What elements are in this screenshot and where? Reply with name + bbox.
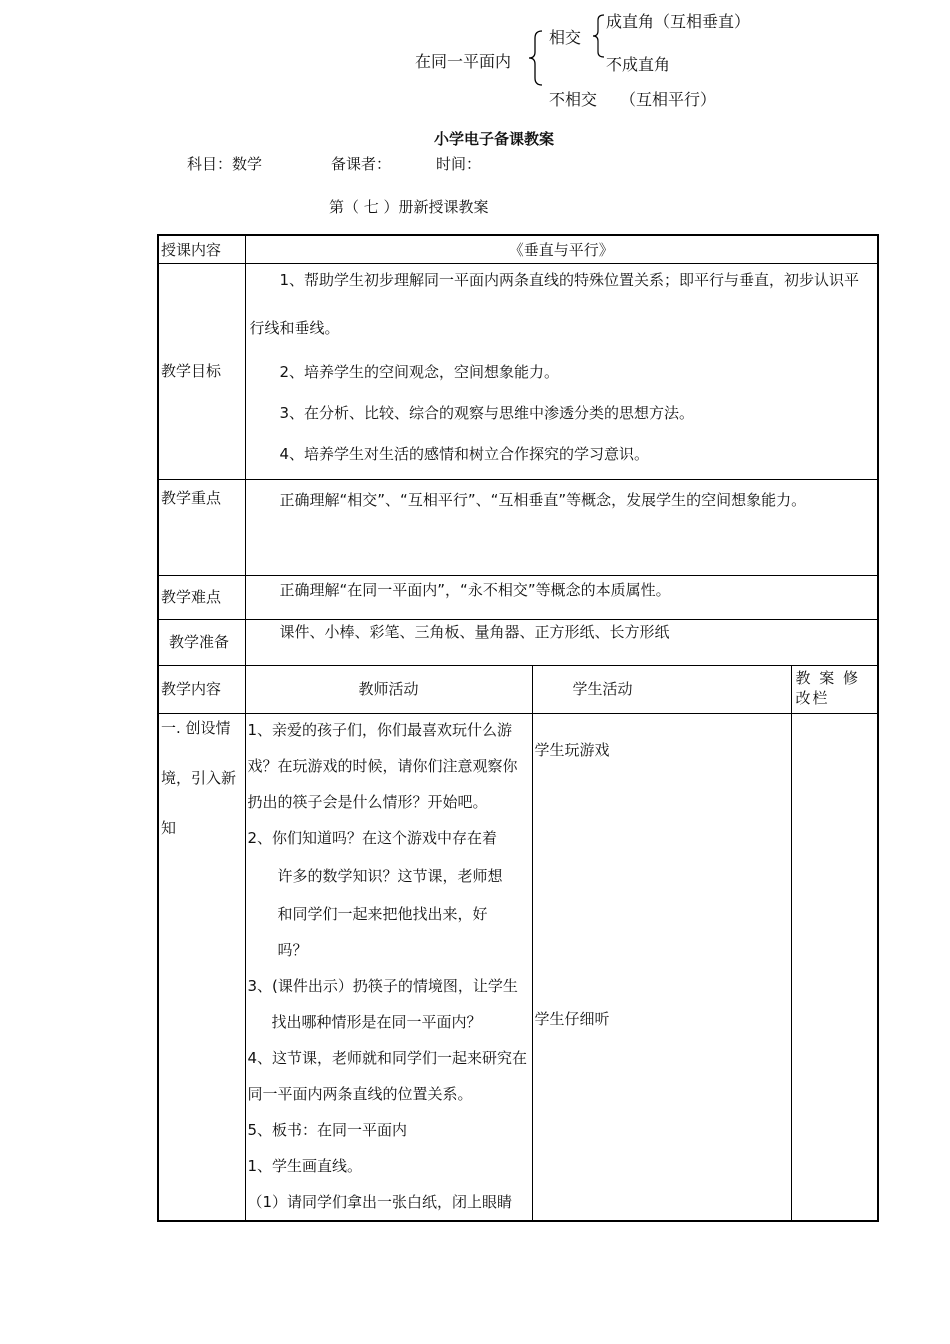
teacher-line: 和同学们一起来把他找出来，好 <box>277 904 488 923</box>
lesson-plan-table <box>157 234 879 1222</box>
col-teacher-header: 教师活动 <box>245 665 532 713</box>
student-listen: 学生仔细听 <box>534 1009 610 1028</box>
teacher-line: 3、(课件出示）扔筷子的情境图，让学生 <box>247 976 518 995</box>
student-play: 学生玩游戏 <box>534 740 610 759</box>
volume-label: 第（ 七 ）册新授课教案 <box>329 198 489 216</box>
teacher-line: 1、学生画直线。 <box>247 1156 363 1175</box>
col-content-header: 教学内容 <box>158 665 245 713</box>
goal-item: 3、在分析、比较、综合的观察与思维中渗透分类的思想方法。 <box>279 403 695 422</box>
content-label: 授课内容 <box>158 235 245 263</box>
teacher-line: 4、这节课，老师就和同学们一起来研究在同一平面内两条直线的位置关系。 <box>247 1048 528 1103</box>
difficulty-label: 教学难点 <box>158 575 245 619</box>
prep-value: 课件、小棒、彩笔、三角板、量角器、正方形纸、长方形纸 <box>245 619 878 665</box>
diagram-root: 在同一平面内 <box>415 52 512 71</box>
teacher-line: 吗？ <box>277 940 308 959</box>
teacher-line: 2、你们知道吗？在这个游戏中存在着 <box>247 828 498 847</box>
key-label: 教学重点 <box>158 479 245 575</box>
right-brace-icon <box>592 14 606 58</box>
col-student-header: 学生活动 <box>532 665 791 713</box>
left-brace-icon <box>528 30 544 86</box>
teacher-line: 找出哪种情形是在同一平面内？ <box>271 1012 482 1031</box>
diagram-right-angle: 成直角（互相垂直） <box>606 12 751 31</box>
diagram-not-intersect: 不相交 <box>549 90 598 109</box>
teacher-line: 5、板书：在同一平面内 <box>247 1120 408 1139</box>
teacher-line: 1、亲爱的孩子们，你们最喜欢玩什么游戏？在玩游戏的时候，请你们注意观察你扔出的筷子会是什么情形？开始吧。 <box>247 720 518 811</box>
time-label: 时间： <box>436 155 482 173</box>
teacher-activity <box>245 713 532 1221</box>
goals-label: 教学目标 <box>158 263 245 479</box>
content-value: 《垂直与平行》 <box>245 235 878 263</box>
diagram-parallel: （互相平行） <box>620 90 717 109</box>
goals-cell <box>245 263 878 479</box>
preparer-label: 备课者： <box>331 155 392 173</box>
teacher-line: （1）请同学们拿出一张白纸，闭上眼睛 <box>247 1192 513 1211</box>
diagram-intersect: 相交 <box>549 28 582 47</box>
prep-label: 教学准备 <box>158 619 245 665</box>
subject-label: 科目：数学 <box>187 155 263 173</box>
diagram-not-right-angle: 不成直角 <box>606 55 671 74</box>
section1-label: 一. 创设情境，引入新知 <box>158 713 245 1221</box>
student-activity <box>532 713 791 1221</box>
goal-item: 1、帮助学生初步理解同一平面内两条直线的特殊位置关系；即平行与垂直，初步认识平行线和垂线。 <box>249 270 860 337</box>
key-value: 正确理解“相交”、“互相平行”、“互相垂直”等概念，发展学生的空间想象能力。 <box>245 479 878 575</box>
revise-cell <box>791 713 878 1221</box>
goal-item: 2、培养学生的空间观念，空间想象能力。 <box>279 362 560 381</box>
goal-item: 4、培养学生对生活的感情和树立合作探究的学习意识。 <box>279 444 650 463</box>
teacher-line: 许多的数学知识？这节课，老师想 <box>277 866 503 885</box>
page-title: 小学电子备课教案 <box>434 130 555 148</box>
difficulty-value: 正确理解“在同一平面内”，“永不相交”等概念的本质属性。 <box>245 575 878 619</box>
col-revise-header: 教 案 修 改栏 <box>791 665 878 713</box>
